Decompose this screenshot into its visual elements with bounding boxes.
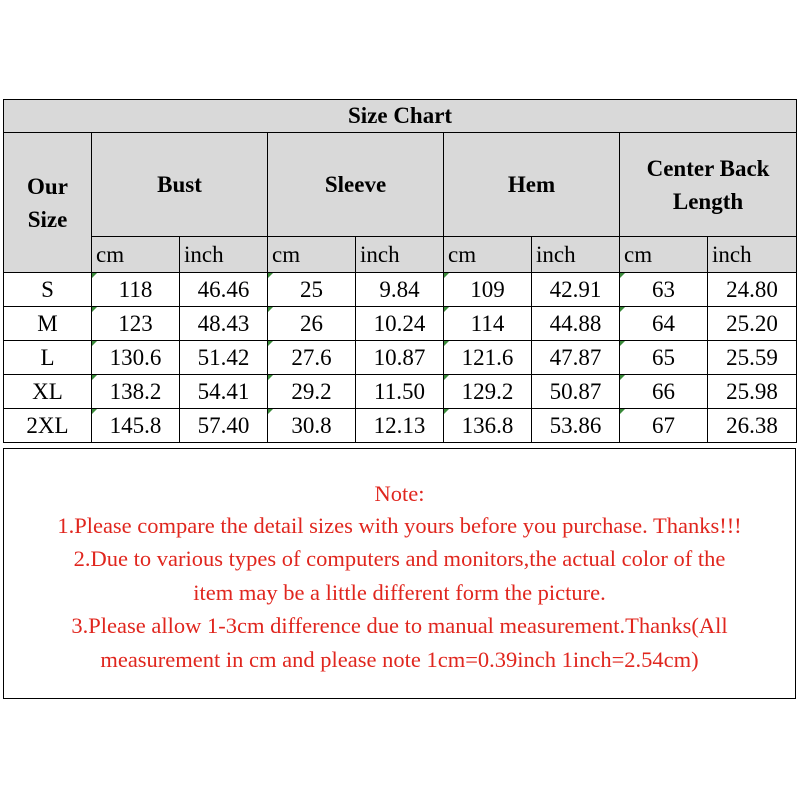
cell-value: 24.80 (726, 276, 778, 302)
table-cell (532, 341, 620, 375)
cell-value: 121.6 (461, 344, 514, 370)
cell-value: 25.98 (726, 378, 778, 404)
header-sleeve: Sleeve (268, 133, 444, 237)
cell-marker (620, 375, 625, 380)
cell-value: 136.8 (461, 412, 514, 438)
table-row (4, 307, 797, 341)
cell-value: 63 (652, 276, 675, 302)
unit-header-inch: inch (356, 237, 444, 273)
cell-marker (92, 375, 97, 380)
cell-value: 10.24 (373, 310, 426, 336)
table-row (4, 341, 797, 375)
table-row (4, 375, 797, 409)
cell-value: 109 (470, 276, 505, 302)
cell-value: 130.6 (109, 344, 162, 370)
table-cell (356, 273, 444, 307)
cell-value: 129.2 (461, 378, 514, 404)
size-label: XL (4, 375, 92, 409)
unit-header-cm: cm (620, 237, 708, 273)
table-cell (620, 409, 708, 443)
table-cell (708, 307, 797, 341)
cell-marker (92, 409, 97, 414)
chart-title: Size Chart (4, 100, 797, 133)
size-chart (3, 99, 796, 443)
cell-value: 42.91 (549, 276, 602, 302)
cell-value: 67 (652, 412, 675, 438)
cell-marker (444, 273, 449, 278)
cell-value: 29.2 (291, 378, 332, 404)
table-cell (532, 307, 620, 341)
note-line: 3.Please allow 1-3cm difference due to manual measurement.Thanks(All (71, 613, 728, 638)
cell-value: 145.8 (109, 412, 162, 438)
cell-marker (268, 409, 273, 414)
cell-marker (620, 409, 625, 414)
size-label: M (4, 307, 92, 341)
cell-value: 9.84 (379, 276, 420, 302)
table-cell (356, 341, 444, 375)
cell-marker (92, 341, 97, 346)
cell-value: 65 (652, 344, 675, 370)
header-center-back-length (620, 133, 797, 237)
cell-value: 25 (300, 276, 323, 302)
table-cell (180, 273, 268, 307)
cell-marker (620, 273, 625, 278)
cell-marker (268, 341, 273, 346)
cell-value: 44.88 (549, 310, 602, 336)
header-bust: Bust (92, 133, 268, 237)
cell-marker (268, 273, 273, 278)
table-cell (532, 375, 620, 409)
note-line: measurement in cm and please note 1cm=0.39inch 1inch=2.54cm) (100, 647, 699, 672)
cell-value: 11.50 (374, 378, 425, 404)
table-cell (532, 409, 620, 443)
note-line: item may be a little different form the picture. (193, 580, 606, 605)
cell-marker (620, 341, 625, 346)
table-cell (532, 273, 620, 307)
table-row (4, 409, 797, 443)
cell-value: 25.59 (726, 344, 778, 370)
size-label: S (4, 273, 92, 307)
table-cell (180, 307, 268, 341)
table-cell (268, 341, 356, 375)
size-chart-table (3, 99, 797, 443)
table-cell (92, 273, 180, 307)
cell-value: 50.87 (549, 378, 602, 404)
cell-value: 48.43 (197, 310, 250, 336)
unit-header-inch: inch (532, 237, 620, 273)
table-cell (92, 409, 180, 443)
size-label: 2XL (4, 409, 92, 443)
cell-value: 30.8 (291, 412, 332, 438)
cell-value: 64 (652, 310, 675, 336)
cell-value: 27.6 (291, 344, 332, 370)
header-our-size-text: Our Size (27, 173, 68, 232)
cell-marker (92, 307, 97, 312)
table-cell (180, 375, 268, 409)
cell-value: 46.46 (197, 276, 250, 302)
header-our-size (4, 133, 92, 273)
table-cell (356, 375, 444, 409)
cell-marker (444, 341, 449, 346)
cell-value: 57.40 (197, 412, 250, 438)
cell-marker (268, 307, 273, 312)
table-cell (620, 341, 708, 375)
cell-value: 123 (118, 310, 153, 336)
table-cell (708, 409, 797, 443)
table-cell (268, 273, 356, 307)
unit-header-inch: inch (180, 237, 268, 273)
table-cell (444, 341, 532, 375)
cell-value: 138.2 (109, 378, 162, 404)
unit-header-cm: cm (92, 237, 180, 273)
table-cell (268, 307, 356, 341)
size-label: L (4, 341, 92, 375)
header-hem: Hem (444, 133, 620, 237)
unit-header-cm: cm (268, 237, 356, 273)
table-cell (620, 375, 708, 409)
table-cell (268, 375, 356, 409)
unit-header-cm: cm (444, 237, 532, 273)
table-cell (92, 307, 180, 341)
cell-marker (444, 375, 449, 380)
table-cell (708, 273, 797, 307)
table-cell (180, 341, 268, 375)
cell-value: 118 (118, 276, 153, 302)
cell-marker (444, 409, 449, 414)
cell-value: 26 (300, 310, 323, 336)
cell-value: 66 (652, 378, 675, 404)
note-line: 2.Due to various types of computers and monitors,the actual color of the (73, 546, 726, 571)
cell-value: 10.87 (373, 344, 426, 370)
cell-marker (620, 307, 625, 312)
notes-box (3, 448, 796, 699)
note-line: 1.Please compare the detail sizes with yours before you purchase. Thanks!!! (57, 513, 742, 538)
cell-value: 54.41 (197, 378, 250, 404)
cell-value: 26.38 (726, 412, 778, 438)
cell-value: 114 (470, 310, 505, 336)
table-cell (444, 273, 532, 307)
cell-marker (92, 273, 97, 278)
cell-value: 47.87 (549, 344, 602, 370)
cell-value: 53.86 (549, 412, 602, 438)
table-row (4, 273, 797, 307)
table-cell (620, 307, 708, 341)
table-cell (444, 375, 532, 409)
cell-value: 51.42 (197, 344, 250, 370)
table-cell (92, 375, 180, 409)
cell-value: 12.13 (373, 412, 426, 438)
header-cbl-text: Center Back Length (646, 155, 770, 214)
cell-marker (444, 307, 449, 312)
table-cell (708, 375, 797, 409)
table-cell (356, 409, 444, 443)
table-cell (92, 341, 180, 375)
table-cell (620, 273, 708, 307)
table-cell (444, 307, 532, 341)
table-cell (180, 409, 268, 443)
unit-header-inch: inch (708, 237, 797, 273)
table-cell (708, 341, 797, 375)
cell-value: 25.20 (726, 310, 778, 336)
table-cell (268, 409, 356, 443)
cell-marker (268, 375, 273, 380)
table-cell (356, 307, 444, 341)
table-cell (444, 409, 532, 443)
notes-title: Note: (374, 481, 425, 506)
